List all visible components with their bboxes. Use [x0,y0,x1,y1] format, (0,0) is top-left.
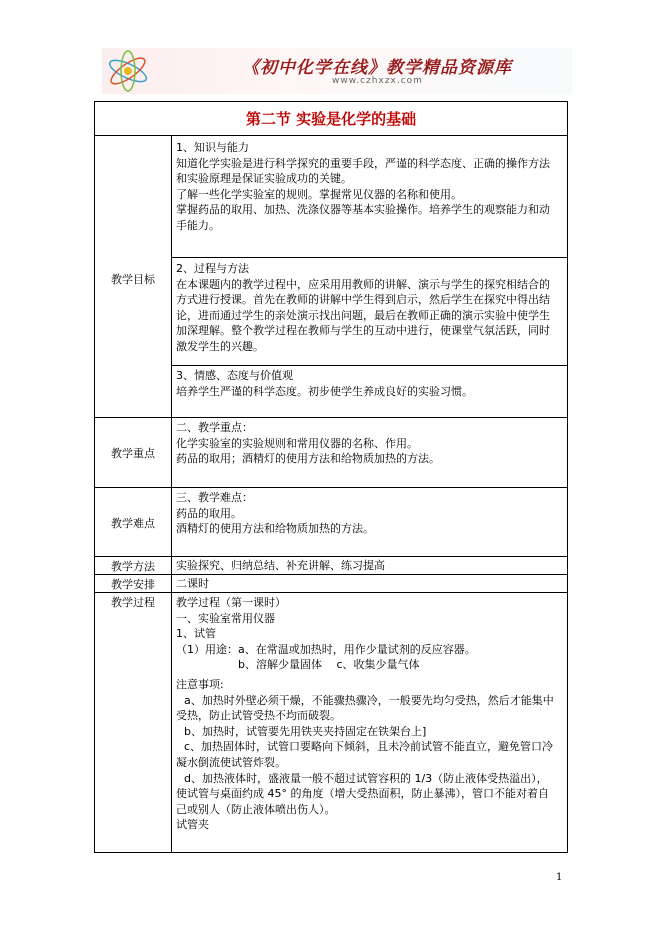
schedule-content: 二课时 [176,577,209,590]
section-heading: 三、教学难点： [176,491,253,504]
row-divider [95,487,567,488]
goals-attitude [176,368,564,399]
text-line: a、加热时外壁必须干燥，不能骤热骤冷，一般要先均匀受热，然后才能集中 [184,693,554,707]
text-line: b、加热时，试管要先用铁夹夹持固定在铁架台上] [184,724,427,738]
page-number: 1 [556,872,563,883]
difficult-points-content [176,490,564,537]
text-line: 加深理解。整个教学过程在教师与学生的互动中进行，使课堂气氛活跃，同时 [176,324,550,338]
goals-knowledge [176,140,564,234]
text-line: 论，进而通过学生的亲处演示找出问题，最后在教师正确的演示实验中使学生 [176,308,550,322]
text-line: 药品的取用；酒精灯的使用方法和给物质加热的方法。 [176,452,440,466]
label-goals: 教学目标 [111,273,155,286]
text-line: （1）用途：a、在常温或加热时，用作少量试剂的反应容器。 [176,642,476,656]
row-divider [172,257,567,258]
text-line: 在本课题内的教学过程中，应采用用教师的讲解、演示与学生的探究相结合的 [176,277,550,291]
text-line: 和实验原理是保证实验成功的关键。 [176,172,352,186]
label-methods: 教学方法 [111,560,155,573]
methods-content: 实验探究、归纳总结、补充讲解、练习提高 [176,559,385,572]
goals-heading: 1、知识与能力 [176,141,249,154]
row-divider [95,592,567,593]
text-line: b、溶解少量固体 c、收集少量气体 [238,658,420,672]
banner-title: 《初中化学在线》教学精品资源库 [242,58,512,78]
text-line: 方式进行授课。首先在教师的讲解中学生得到启示，然后学生在探究中得出结 [176,293,550,307]
goals-heading: 2、过程与方法 [176,262,249,275]
text-line: 1、试管 [176,627,216,641]
text-line: d、加热液体时，盛液量一般不超过试管容积的 1/3（防止液体受热溢出）， [184,771,548,785]
goals-heading: 3、情感、态度与价值观 [176,369,293,382]
text-line: 激发学生的兴趣。 [176,339,264,353]
text-line: 掌握药品的取用、加热、洗涤仪器等基本实验操作。培养学生的观察能力和动 [176,203,550,217]
page-title: 第二节 实验是化学的基础 [245,110,417,128]
text-line: 化学实验室的实验规则和常用仪器的名称、作用。 [176,436,418,450]
key-points-content [176,420,564,467]
text-line: 知道化学实验是进行科学探究的重要手段，严谨的科学态度、正确的操作方法 [176,156,550,170]
text-line: 注意事项: [176,677,224,691]
goals-process [176,261,564,355]
process-content [176,595,564,833]
lesson-plan-table [94,101,568,853]
column-divider [171,136,172,852]
text-line: 己或别人（防止液体喷出伤人）。 [176,802,336,816]
row-divider [95,574,567,575]
atom-logo-icon [104,50,152,92]
banner-url[interactable]: www.czhxzx.com [332,76,423,86]
label-key-points: 教学重点 [111,447,155,460]
text-line: 培养学生严谨的科学态度。初步使学生养成良好的实验习惯。 [176,384,473,398]
text-line: c、加热固体时，试管口要略向下倾斜，且未冷前试管不能直立，避免管口冷 [184,740,554,754]
text-line: 一、实验室常用仪器 [176,611,275,625]
text-line: 药品的取用。 [176,506,242,520]
text-line: 教学过程（第一课时） [176,596,286,609]
label-process: 教学过程 [111,596,155,609]
text-line: 受热，防止试管受热不均而破裂。 [176,709,341,723]
text-line: 使试管与桌面约成 45° 的角度（增大受热面积，防止暴沸），管口不能对着自 [176,787,549,801]
row-divider [95,417,567,418]
header-banner [102,48,572,94]
label-difficult-points: 教学难点 [111,517,155,530]
section-heading: 二、教学重点： [176,421,253,434]
text-line: 手能力。 [176,218,220,232]
text-line: 凝水倒流使试管炸裂。 [176,755,286,769]
label-schedule: 教学安排 [111,578,155,591]
text-line: 酒精灯的使用方法和给物质加热的方法。 [176,522,374,536]
title-row [95,102,567,136]
text-line: 了解一些化学实验室的规则。掌握常见仪器的名称和使用。 [176,187,462,201]
text-line: 试管夹 [176,818,209,832]
row-divider [172,365,567,366]
row-divider [95,556,567,557]
